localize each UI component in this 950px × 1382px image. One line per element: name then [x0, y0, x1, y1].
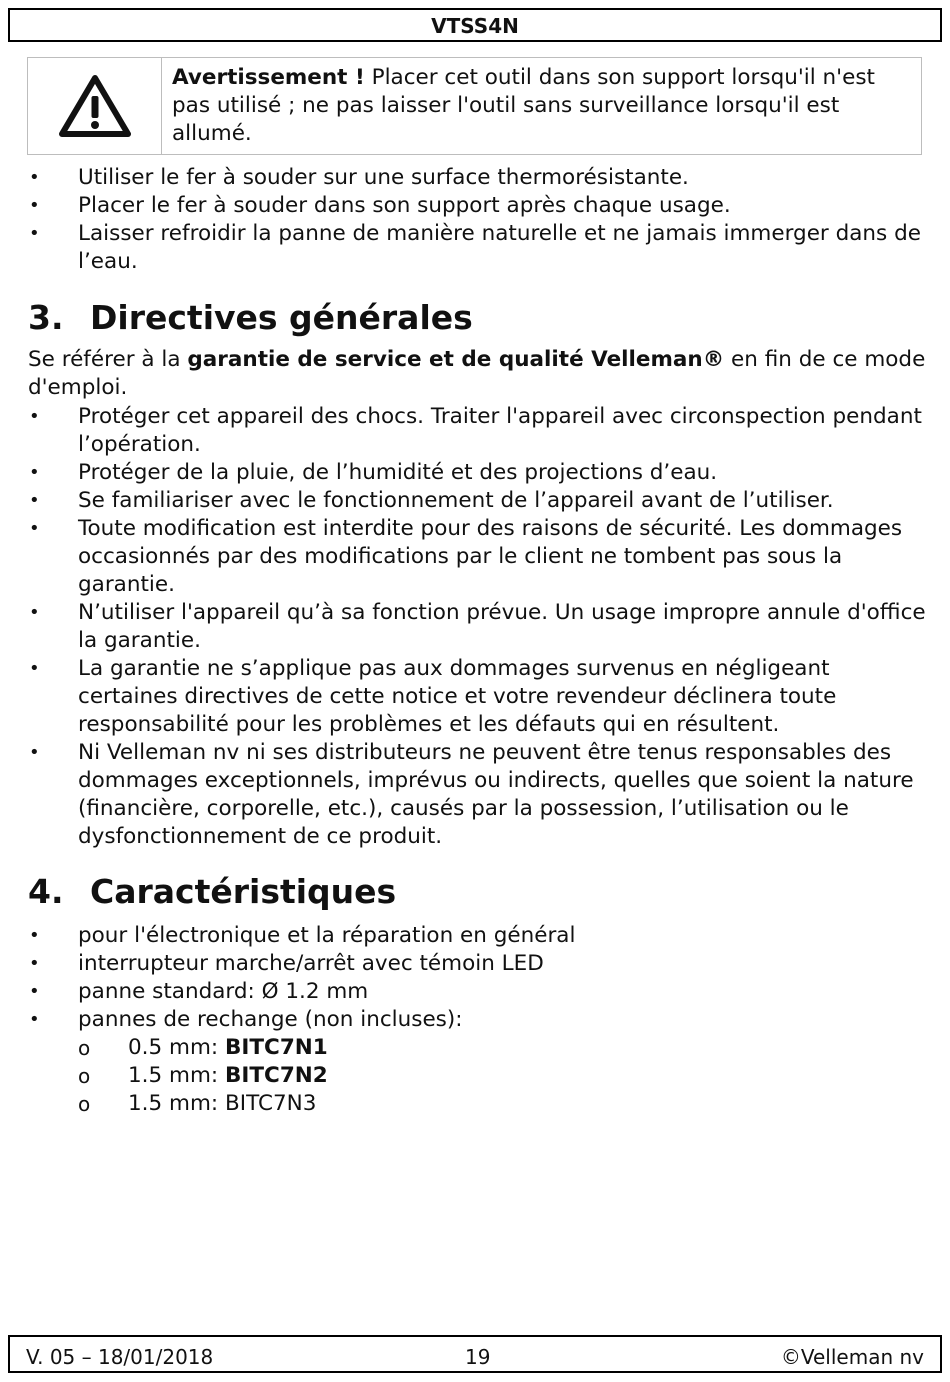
- section-title: Directives générales: [90, 298, 473, 337]
- bullet-icon: •: [29, 462, 40, 483]
- page-number: 19: [465, 1345, 491, 1369]
- bullet-icon: •: [29, 742, 40, 763]
- section3-list: [0, 403, 950, 851]
- document-footer: [8, 1335, 942, 1373]
- circle-bullet-icon: o: [78, 1092, 91, 1116]
- bullet-icon: •: [29, 925, 40, 946]
- warning-box: [27, 57, 922, 155]
- circle-bullet-icon: o: [78, 1036, 91, 1060]
- warning-triangle-icon: [59, 74, 131, 138]
- list-item: • Protéger cet appareil des chocs. Traiter l'appareil avec circonspection pendant l’opération.: [29, 404, 922, 457]
- warning-text: [162, 58, 921, 154]
- list-item: • N’utiliser l'appareil qu’à sa fonction prévue. Un usage impropre annule d'office la garantie.: [29, 600, 926, 653]
- bullet-icon: •: [29, 490, 40, 511]
- list-item: • interrupteur marche/arrêt avec témoin LED: [29, 951, 544, 976]
- list-item: • Placer le fer à souder dans son support après chaque usage.: [29, 193, 731, 218]
- bullet-icon: •: [29, 223, 40, 244]
- section-number: 3.: [28, 298, 64, 337]
- section-number: 4.: [28, 872, 64, 911]
- version-date: V. 05 – 18/01/2018: [26, 1345, 214, 1369]
- bullet-icon: •: [29, 1009, 40, 1030]
- copyright: ©Velleman nv: [780, 1345, 924, 1369]
- document-header: [8, 8, 942, 42]
- list-item: o 1.5 mm: BITC7N2: [78, 1063, 328, 1088]
- section-title: Caractéristiques: [90, 872, 397, 911]
- section3-intro: Se référer à la garantie de service et de qualité Velleman® en fin de ce mode d'emploi.: [28, 347, 926, 400]
- spare-tips-list: [0, 1034, 950, 1118]
- warning-label: Avertissement !: [172, 65, 365, 90]
- section-heading-4: [28, 872, 396, 912]
- bullet-icon: •: [29, 953, 40, 974]
- list-item: • Ni Velleman nv ni ses distributeurs ne peuvent être tenus responsables des dommages exceptionnels, imprévus ou indirects, quelles que soient la nature (financière, corporelle, etc.), causés par la possession, l’utilisation ou le dysfonctionnement de ce produit.: [29, 740, 914, 849]
- safety-list: [0, 164, 950, 276]
- bullet-icon: •: [29, 602, 40, 623]
- list-item: • Utiliser le fer à souder sur une surface thermorésistante.: [29, 165, 689, 190]
- circle-bullet-icon: o: [78, 1064, 91, 1088]
- list-item: • La garantie ne s’applique pas aux dommages survenus en négligeant certaines directives de cette notice et votre revendeur déclinera toute responsabilité pour les problèmes et les défauts qui en résultent.: [29, 656, 837, 737]
- list-item: o 1.5 mm: BITC7N3: [78, 1091, 317, 1116]
- bullet-icon: •: [29, 195, 40, 216]
- list-item: • pour l'électronique et la réparation en général: [29, 923, 576, 948]
- list-item: • Toute modification est interdite pour des raisons de sécurité. Les dommages occasionnés par des modifications par le client ne tombent pas sous la garantie.: [29, 516, 903, 597]
- section-heading-3: [28, 298, 473, 338]
- model-number: VTSS4N: [431, 14, 519, 38]
- bullet-icon: •: [29, 167, 40, 188]
- bullet-icon: •: [29, 981, 40, 1002]
- list-item: • pannes de rechange (non incluses):: [29, 1007, 463, 1032]
- list-item: • Protéger de la pluie, de l’humidité et des projections d’eau.: [29, 460, 718, 485]
- section4-list: [0, 922, 950, 1034]
- bullet-icon: •: [29, 518, 40, 539]
- bullet-icon: •: [29, 406, 40, 427]
- warning-body: Placer cet outil dans son support lorsqu'il n'est pas utilisé ; ne pas laisser l'outil sans surveillance lorsqu'il est allumé.: [172, 65, 875, 146]
- warning-icon-cell: [28, 58, 162, 154]
- list-item: • Se familiariser avec le fonctionnement de l’appareil avant de l’utiliser.: [29, 488, 834, 513]
- list-item: • panne standard: Ø 1.2 mm: [29, 979, 369, 1004]
- bullet-icon: •: [29, 658, 40, 679]
- list-item: o 0.5 mm: BITC7N1: [78, 1035, 328, 1060]
- list-item: • Laisser refroidir la panne de manière naturelle et ne jamais immerger dans de l’eau.: [29, 221, 921, 274]
